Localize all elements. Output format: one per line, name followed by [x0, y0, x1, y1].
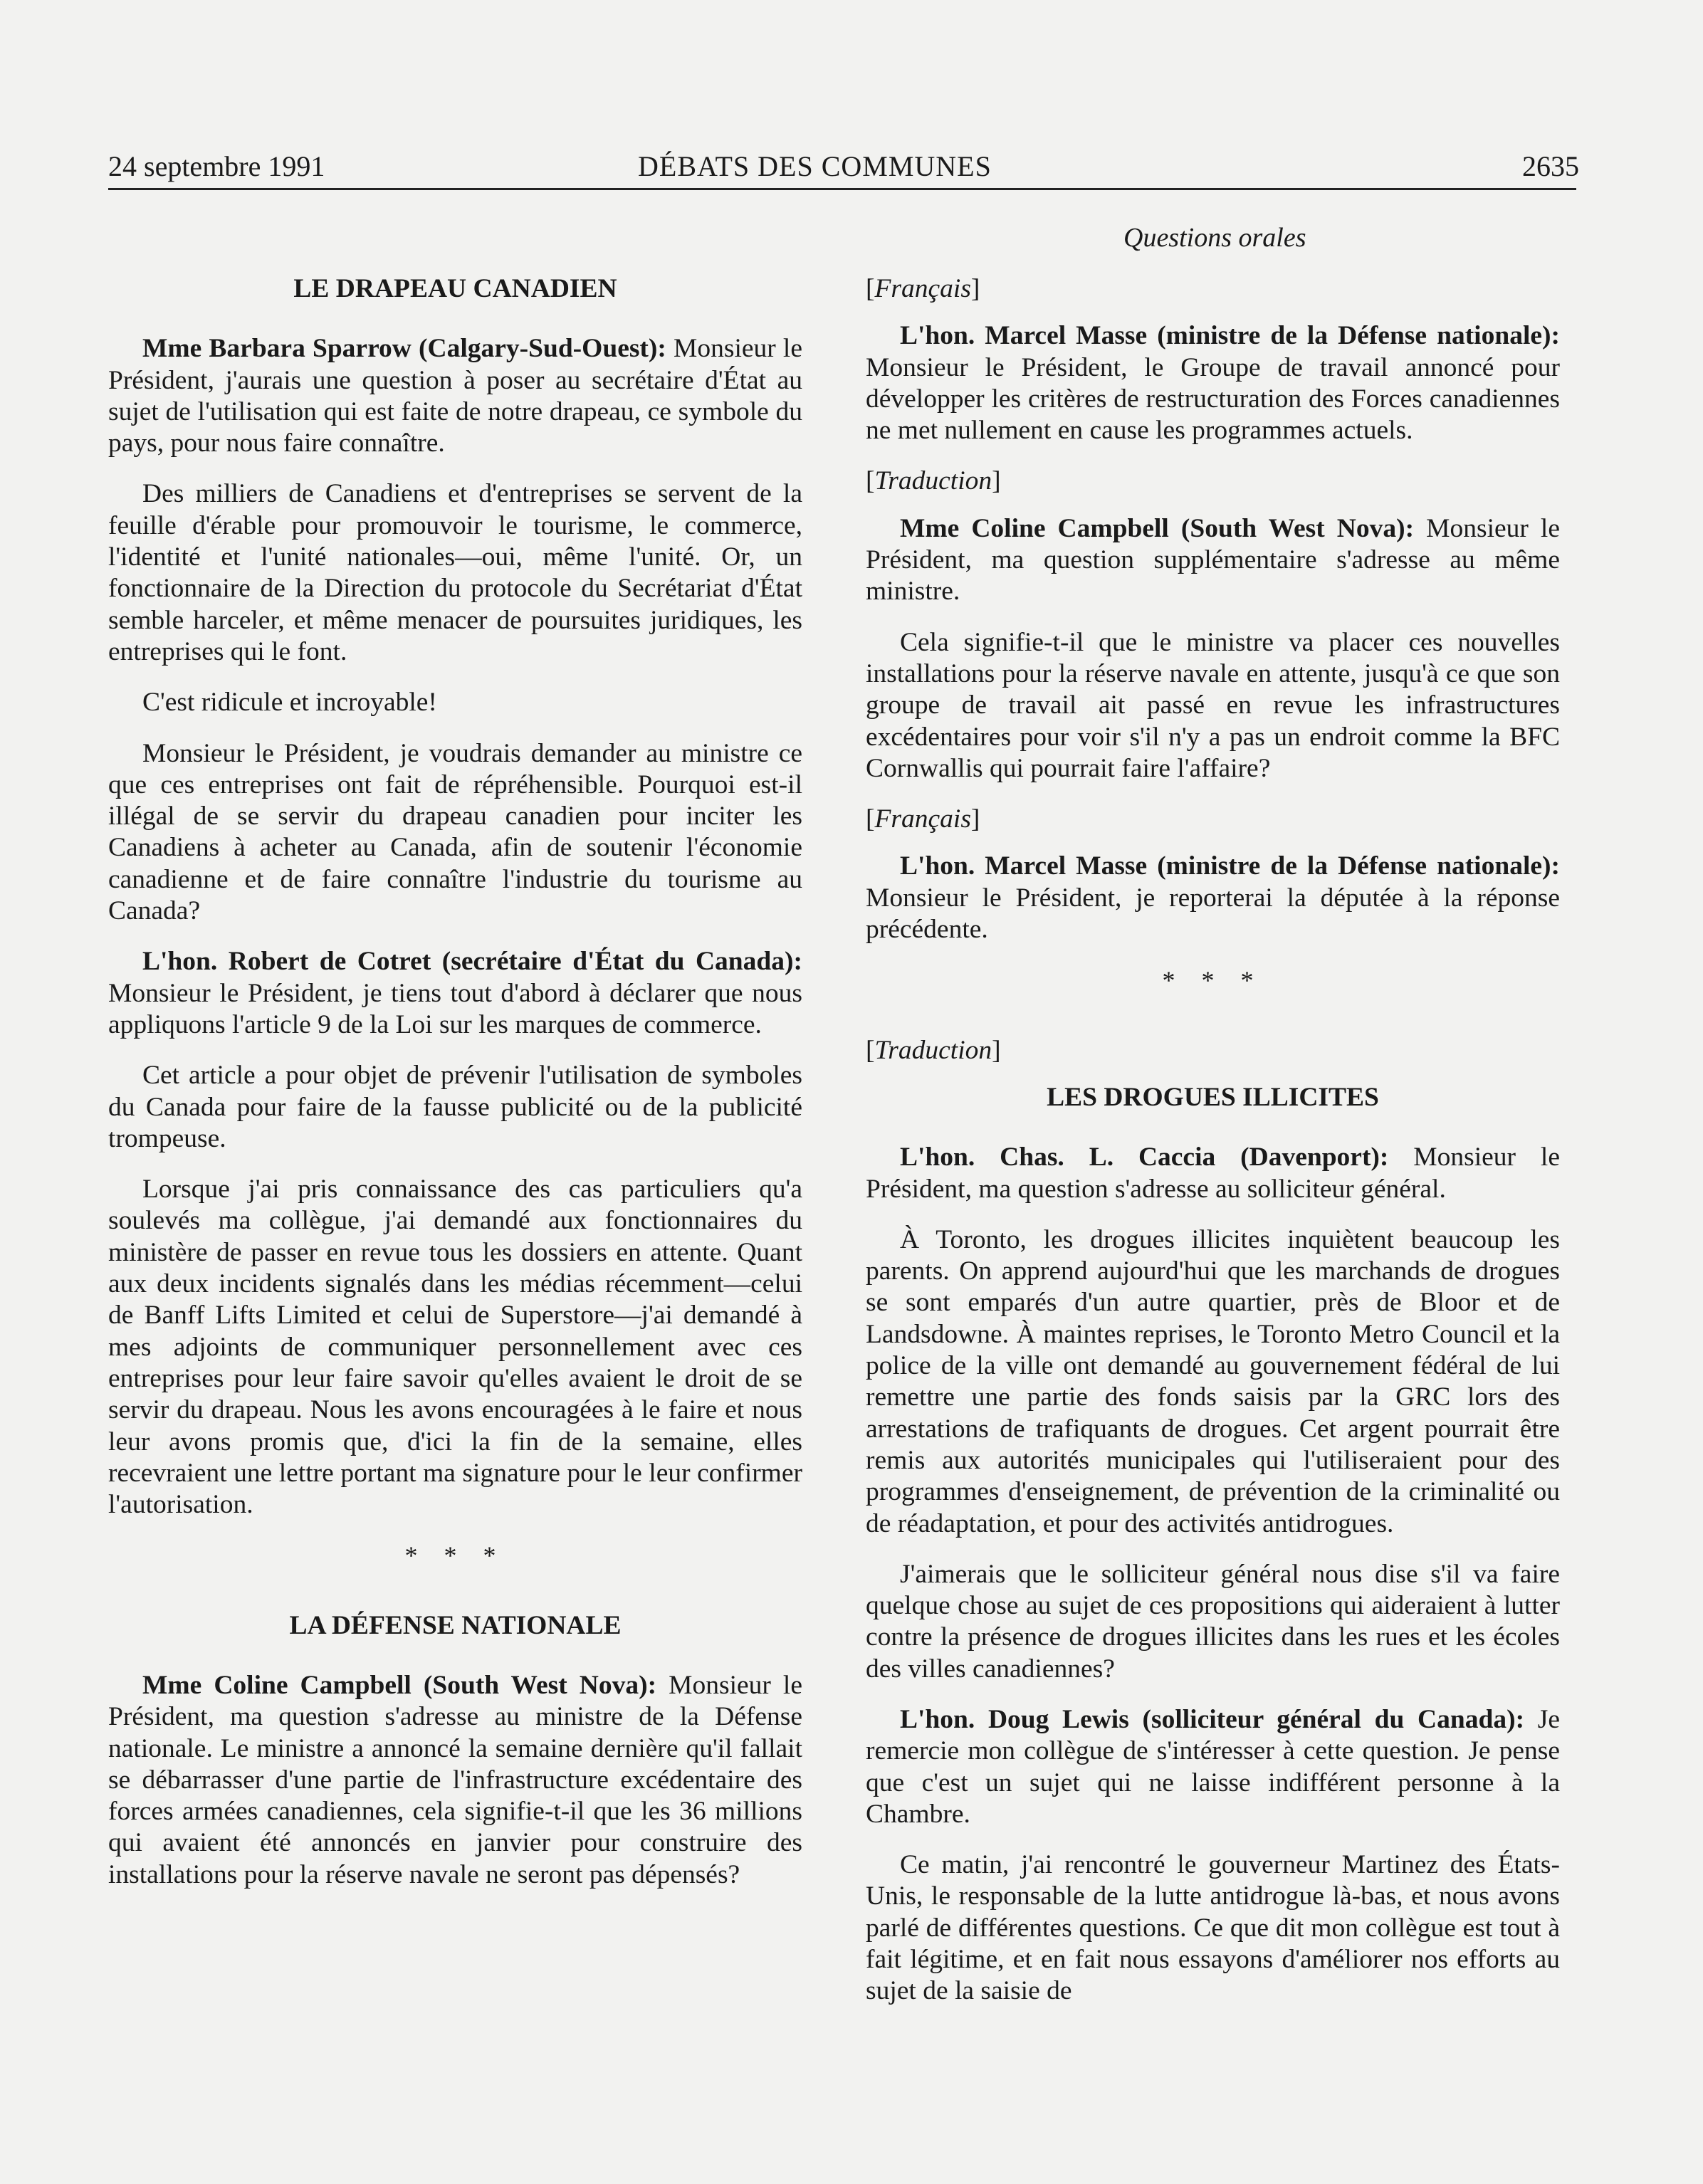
- section-separator: * * *: [1162, 966, 1264, 995]
- section-heading-drogues: LES DROGUES ILLICITES: [1047, 1082, 1379, 1112]
- speaker-name: Mme Coline Campbell (South West Nova):: [142, 1670, 657, 1700]
- speech-text: Monsieur le Président, ma question s'adresse au solliciteur général.: [866, 1143, 1560, 1204]
- paragraph: C'est ridicule et incroyable!: [142, 688, 437, 718]
- paragraph: [108, 946, 802, 1041]
- paragraph: Lorsque j'ai pris connaissance des cas particuliers qu'a soulevés ma collègue, j'ai demandé aux fonctionnaires du ministère de passer en revue tous les dossiers en attente. Quant aux deux incidents signalés dans les médias récemment—celui de Banff Lifts Limited et celui de Superstore—j'ai demandé à mes adjoints de communiquer personnellement avec ces entreprises pour leur faire savoir qu'elles avaient le droit de se servir du drapeau. Nous les avons encouragées à le faire et nous leur avons promis que, d'ici la fin de la semaine, elles recevraient une lettre portant ma signature pour le leur confirmer l'autorisation.: [108, 1175, 802, 1520]
- paragraph: Ce matin, j'ai rencontré le gouverneur Martinez des États-Unis, le responsable de la lutte antidrogue là-bas, et nous avons parlé de différentes questions. Ce que dit mon collègue est tout à fait légitime, et en fait nous essayons d'améliorer nos efforts au sujet de la saisie de: [866, 1850, 1560, 2006]
- paragraph: À Toronto, les drogues illicites inquiètent beaucoup les parents. On apprend aujourd'hui que les marchands de drogues se sont emparés d'un autre quartier, près de Bloor et de Landsdowne. À maintes reprises, le Toronto Metro Council et la police de la ville ont demandé au gouvernement fédéral de lui remettre une partie des fonds saisis par la GRC lors des arrestations de trafiquants de drogues. Cet argent pourrait être remis aux autorités municipales qui l'utiliseraient pour des programmes d'enseignement, de prévention de la criminalité ou de réadaptation, et pour des activités antidrogues.: [866, 1224, 1560, 1538]
- paragraph: [866, 851, 1560, 945]
- paragraph: [866, 1704, 1560, 1830]
- section-heading-defense: LA DÉFENSE NATIONALE: [289, 1610, 622, 1640]
- right-column: [866, 273, 1560, 2027]
- speaker-name: L'hon. Marcel Masse (ministre de la Défense nationale):: [900, 321, 1560, 351]
- page-number: 2635: [1522, 150, 1579, 182]
- speech-text: Je remercie mon collègue de s'intéresser à cette question. Je pense que c'est un sujet qui ne laisse indifférent personne à la Chambre.: [866, 1704, 1560, 1829]
- language-marker: [Français]: [866, 274, 980, 303]
- speech-text: Monsieur le Président, le Groupe de travail annoncé pour développer les critères de restructuration des Forces canadiennes ne met nullement en cause les programmes actuels.: [866, 352, 1560, 446]
- left-column: [108, 273, 802, 1910]
- paragraph: [108, 333, 802, 459]
- speaker-name: Mme Barbara Sparrow (Calgary-Sud-Ouest):: [142, 334, 666, 364]
- paragraph: J'aimerais que le solliciteur général nous dise s'il va faire quelque chose au sujet de ces propositions qui aideraient à lutter contre la présence de drogues illicites dans les rues et les écoles des villes canadiennes?: [866, 1559, 1560, 1684]
- speech-text: Monsieur le Président, j'aurais une question à poser au secrétaire d'État au sujet de l'utilisation qui est faite de notre drapeau, ce symbole du pays, pour nous faire connaître.: [108, 334, 802, 458]
- section-heading-drapeau: LE DRAPEAU CANADIEN: [293, 274, 617, 303]
- paragraph: Cet article a pour objet de prévenir l'utilisation de symboles du Canada pour faire de la fausse publicité ou de la publicité trompeuse.: [108, 1061, 802, 1153]
- speaker-name: L'hon. Doug Lewis (solliciteur général du Canada):: [900, 1704, 1525, 1734]
- paragraph: Cela signifie-t-il que le ministre va placer ces nouvelles installations pour la réserve navale en attente, jusqu'à ce que son groupe de travail ait passé en revue les infrastructures excédentaires pour voir s'il n'y a pas un endroit comme la BFC Cornwallis qui pourrait faire l'affaire?: [866, 627, 1560, 783]
- paragraph: [866, 513, 1560, 608]
- speech-text: Monsieur le Président, je tiens tout d'abord à déclarer que nous appliquons l'article 9 de la Loi sur les marques de commerce.: [108, 978, 802, 1039]
- section-label: Questions orales: [1123, 223, 1306, 253]
- paragraph: [108, 1670, 802, 1891]
- speech-text: Monsieur le Président, je reporterai la députée à la réponse précédente.: [866, 883, 1560, 945]
- speaker-name: L'hon. Chas. L. Caccia (Davenport):: [900, 1143, 1389, 1172]
- section-separator: * * *: [404, 1541, 506, 1570]
- speaker-name: Mme Coline Campbell (South West Nova):: [900, 513, 1415, 543]
- header-title: DÉBATS DES COMMUNES: [638, 150, 992, 182]
- speech-text: Monsieur le Président, ma question supplémentaire s'adresse au même ministre.: [866, 513, 1560, 607]
- header-date: 24 septembre 1991: [108, 150, 325, 182]
- speaker-name: L'hon. Marcel Masse (ministre de la Défense nationale):: [900, 851, 1560, 881]
- speech-text: Monsieur le Président, ma question s'adresse au ministre de la Défense nationale. Le ministre a annoncé la semaine dernière qu'il fallait se débarrasser d'une partie de l'infrastructure excédentaire des forces armées canadiennes, cela signifie-t-il que les 36 millions qui avaient été annoncés en janvier pour construire des installations pour la réserve navale ne seront pas dépensés?: [108, 1670, 802, 1889]
- paragraph: Des milliers de Canadiens et d'entreprises se servent de la feuille d'érable pour promouvoir le tourisme, le commerce, l'identité et l'unité nationales—oui, même l'unité. Or, un fonctionnaire de la Direction du protocole du Secrétariat d'État semble harceler, et même menacer de poursuites juridiques, les entreprises qui le font.: [108, 479, 802, 666]
- language-marker: [Traduction]: [866, 1035, 1001, 1065]
- paragraph: [866, 1142, 1560, 1205]
- paragraph: [866, 320, 1560, 446]
- language-marker: [Français]: [866, 804, 980, 834]
- paragraph: Monsieur le Président, je voudrais demander au ministre ce que ces entreprises ont fait de répréhensible. Pourquoi est-il illégal de se servir du drapeau canadien pour inciter les Canadiens à acheter au Canada, afin de soutenir l'économie canadienne et de faire connaître l'industrie du tourisme au Canada?: [108, 738, 802, 926]
- language-marker: [Traduction]: [866, 466, 1001, 496]
- speaker-name: L'hon. Robert de Cotret (secrétaire d'État du Canada):: [142, 947, 802, 977]
- header-rule: [108, 188, 1576, 190]
